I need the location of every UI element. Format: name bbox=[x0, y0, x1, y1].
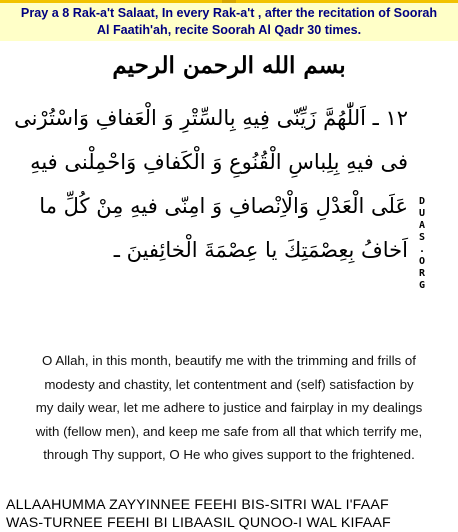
instruction-banner bbox=[0, 3, 458, 41]
watermark-letter: O bbox=[418, 256, 426, 267]
transliteration-line: WAS-TURNEE FEEHI BI LIBAASIL QUNOO-I WAL KIFAAF bbox=[6, 515, 391, 531]
arabic-line: عَلَى الْعَدْلِ وَالْاِنْصافِ وَ امِنّى فيهِ مِنْ كُلِّ ما bbox=[39, 194, 408, 218]
english-translation bbox=[9, 349, 449, 467]
watermark-letter: U bbox=[418, 208, 426, 219]
arabic-line: فى فيهِ بِلِباسِ الْقُنُوعِ وَ الْكَفافِ وَاحْمِلْنى فيهِ bbox=[30, 150, 408, 174]
arabic-line: اَخافُ بِعِصْمَتِكَ يا عِصْمَةَ الْخائِفينَ ـ bbox=[113, 238, 408, 262]
translation-line: my daily wear, let me adhere to justice and fairplay in my dealings bbox=[35, 400, 423, 416]
site-watermark bbox=[415, 196, 429, 292]
translation-line: through Thy support, O He who gives support to the frightened. bbox=[43, 447, 415, 463]
watermark-letter: G bbox=[418, 280, 426, 291]
instruction-line-1: Pray a 8 Rak-a't Salaat, In every Rak-a't , after the recitation of Soorah bbox=[20, 6, 438, 20]
watermark-letter: . bbox=[418, 244, 426, 255]
transliteration-line: ALLAAHUMMA ZAYYINNEE FEEHI BIS-SITRI WAL I'FAAF bbox=[6, 497, 389, 513]
arabic-dua-text bbox=[14, 96, 408, 272]
translation-line: modesty and chastity, let contentment and (self) satisfaction by bbox=[44, 376, 414, 392]
watermark-letter: A bbox=[418, 220, 426, 231]
instruction-line-2: Al Faatih'ah, recite Soorah Al Qadr 30 times. bbox=[96, 23, 362, 37]
transliteration-text bbox=[6, 496, 458, 532]
translation-line: with (fellow men), and keep me safe from all that which terrify me, bbox=[35, 423, 423, 439]
watermark-letter: R bbox=[418, 268, 426, 279]
watermark-letter: D bbox=[418, 196, 426, 207]
watermark-letter: S bbox=[418, 232, 426, 243]
translation-line: O Allah, in this month, beautify me with the trimming and frills of bbox=[42, 353, 416, 368]
arabic-line: ١٢ ـ اَللّٰهُمَّ زَيِّنّى فِيهِ بِالسِّتْرِ وَ الْعَفافِ وَاسْتُرْنى bbox=[14, 106, 408, 130]
bismillah-heading: بسم الله الرحمن الرحيم bbox=[112, 52, 346, 79]
